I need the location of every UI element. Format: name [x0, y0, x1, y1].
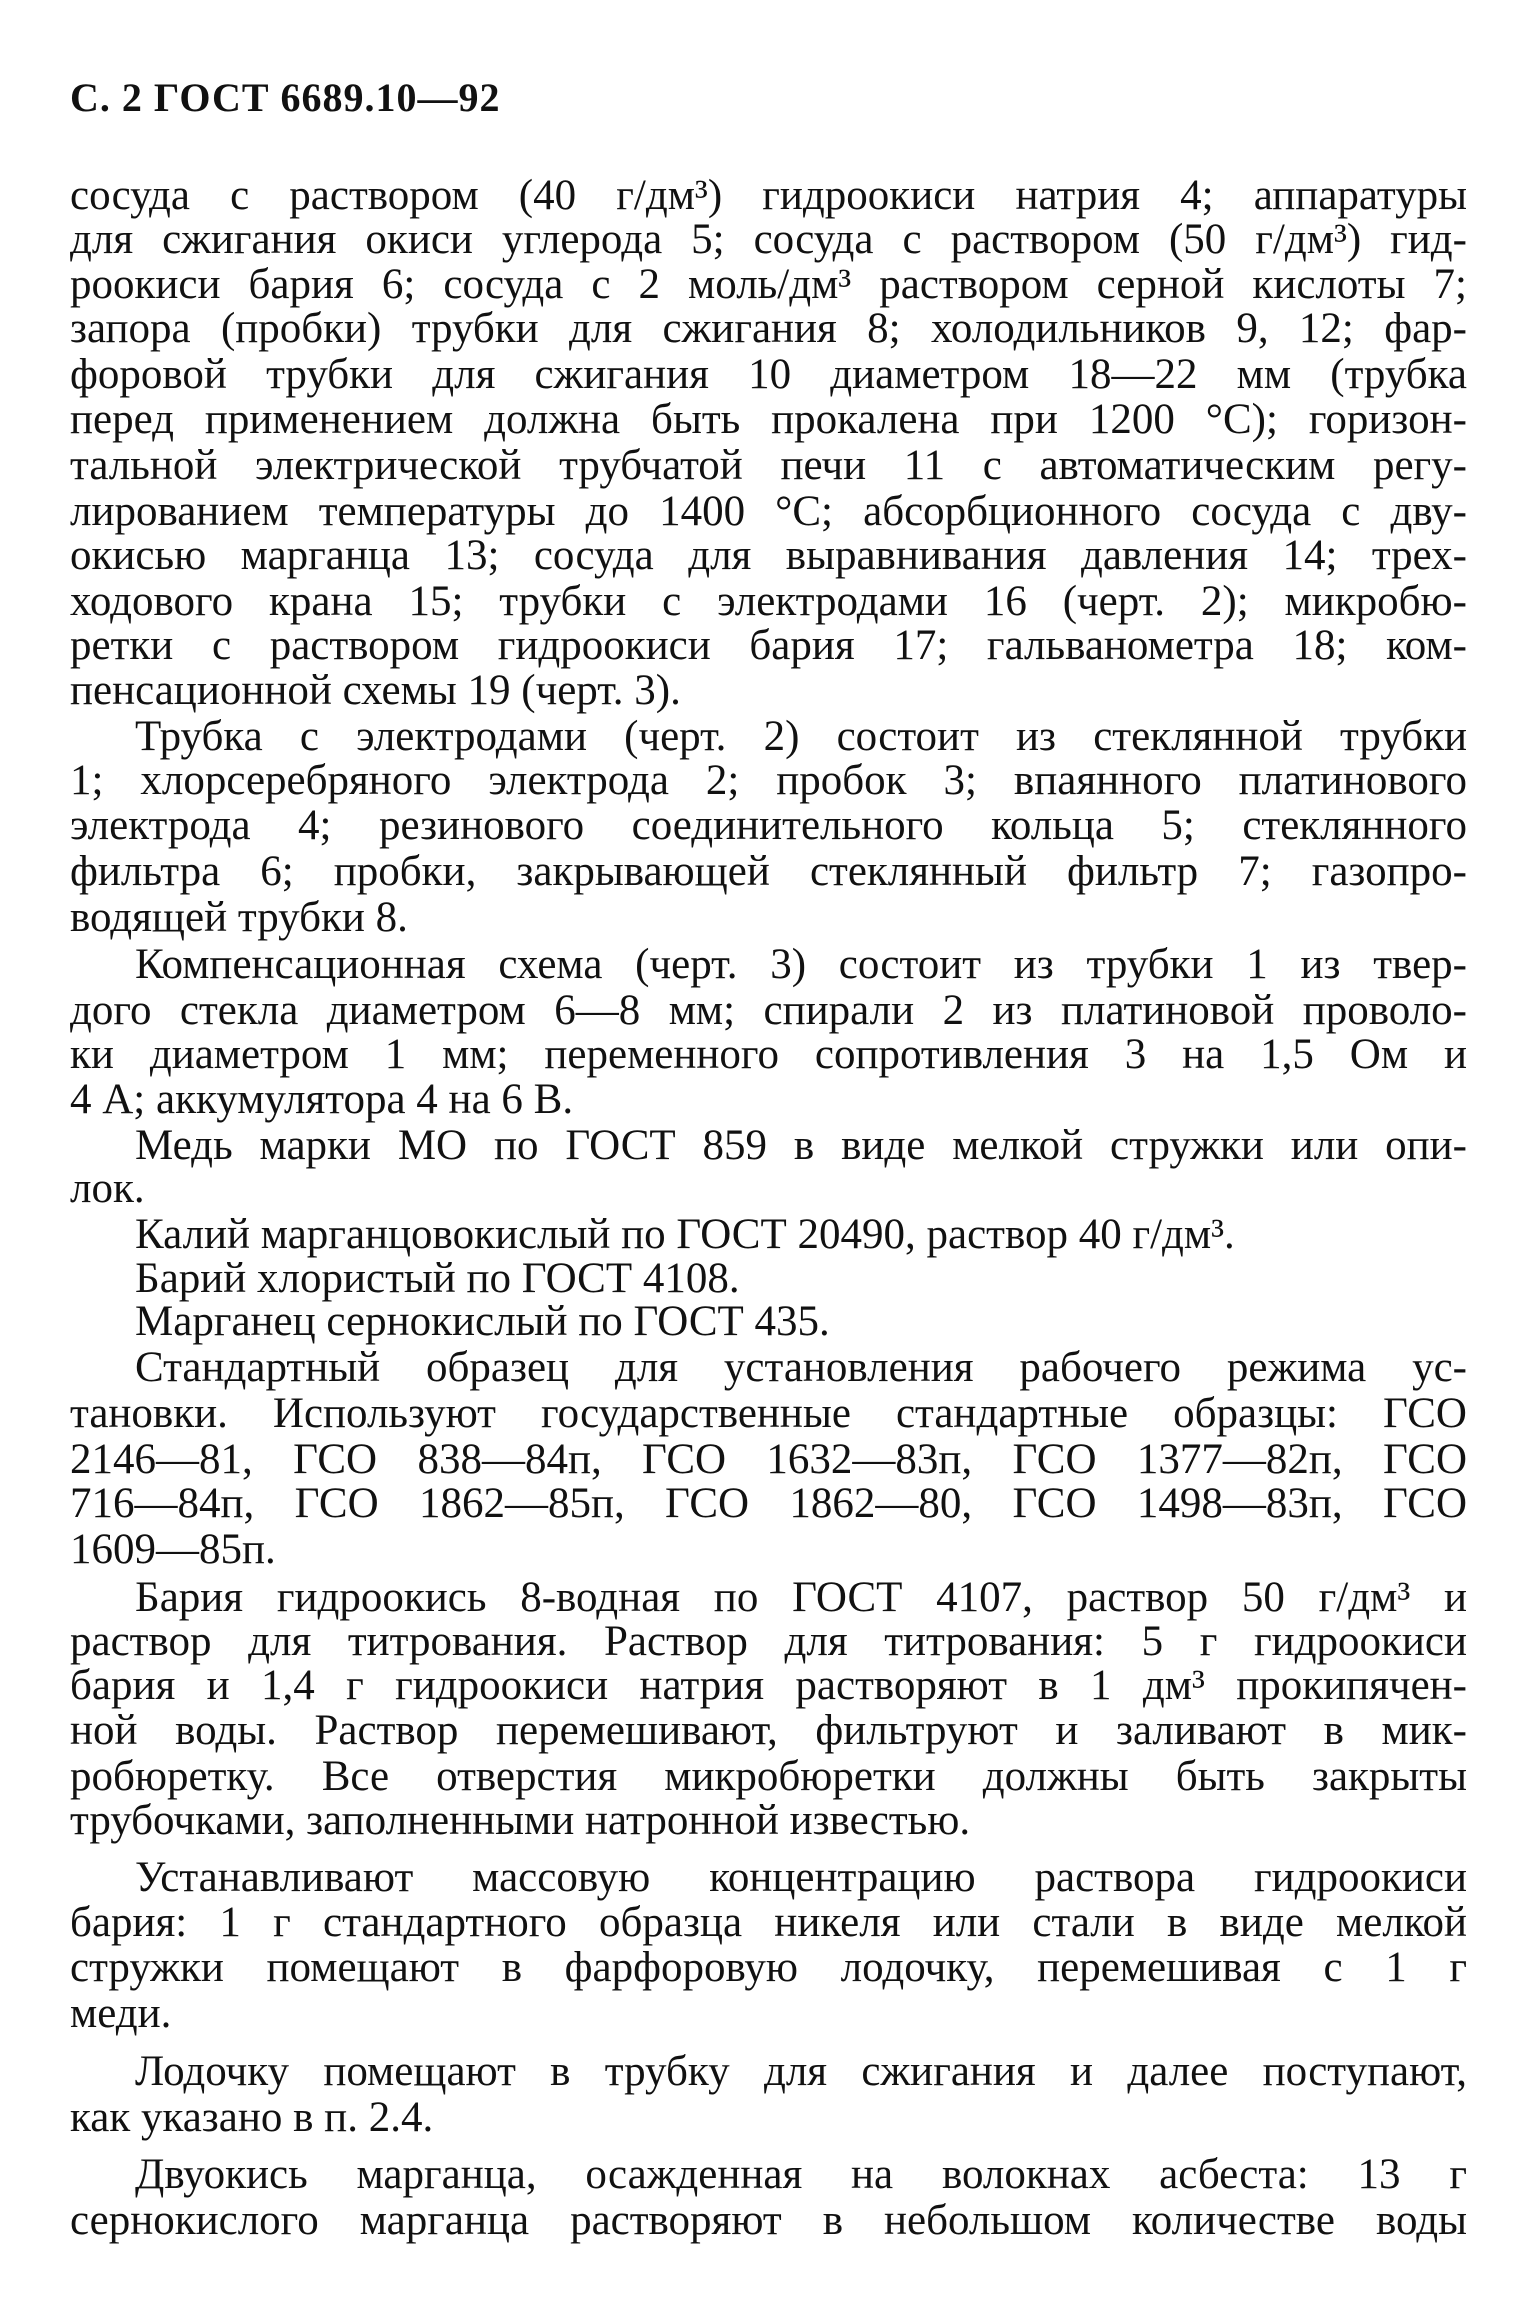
text-line: перед применением должна быть прокалена при 1200 °С); горизон- — [70, 396, 1467, 443]
text-line: запора (пробки) трубки для сжигания 8; холодильников 9, 12; фар- — [70, 305, 1467, 352]
text-line: Калий марганцовокислый по ГОСТ 20490, раствор 40 г/дм³. — [135, 1211, 1235, 1258]
text-line: пенсационной схемы 19 (черт. 3). — [70, 667, 681, 714]
text-line: Барий хлористый по ГОСТ 4108. — [135, 1255, 740, 1302]
text-line: ходового крана 15; трубки с электродами 16 (черт. 2); микробю- — [70, 578, 1467, 625]
text-line: меди. — [70, 1990, 172, 2037]
text-line: сернокислого марганца растворяют в небольшом количестве воды — [70, 2197, 1467, 2244]
text-line: бария и 1,4 г гидроокиси натрия растворяют в 1 дм³ прокипячен- — [70, 1662, 1467, 1709]
text-line: стружки помещают в фарфоровую лодочку, перемешивая с 1 г — [70, 1944, 1467, 1991]
text-line: 716—84п, ГСО 1862—85п, ГСО 1862—80, ГСО 1498—83п, ГСО — [70, 1480, 1467, 1527]
text-line: Медь марки МО по ГОСТ 859 в виде мелкой стружки или опи- — [135, 1122, 1467, 1169]
text-line: тальной электрической трубчатой печи 11 с автоматическим регу- — [70, 442, 1467, 489]
text-line: форовой трубки для сжигания 10 диаметром 18—22 мм (трубка — [70, 351, 1467, 398]
text-line: электрода 4; резинового соединительного кольца 5; стеклянного — [70, 802, 1467, 849]
text-line: для сжигания окиси углерода 5; сосуда с раствором (50 г/дм³) гид- — [70, 216, 1467, 263]
text-line: Стандартный образец для установления рабочего режима ус- — [135, 1344, 1467, 1391]
text-line: лок. — [70, 1165, 145, 1212]
text-line: фильтра 6; пробки, закрывающей стеклянный фильтр 7; газопро- — [70, 848, 1467, 895]
text-line: Лодочку помещают в трубку для сжигания и далее поступают, — [135, 2048, 1467, 2095]
text-line: тановки. Используют государственные стандартные образцы: ГСО — [70, 1390, 1467, 1437]
text-line: Трубка с электродами (черт. 2) состоит из стеклянной трубки — [135, 713, 1467, 760]
text-line: как указано в п. 2.4. — [70, 2094, 434, 2141]
text-line: Бария гидроокись 8-водная по ГОСТ 4107, раствор 50 г/дм³ и — [135, 1574, 1467, 1621]
text-line: 1609—85п. — [70, 1526, 276, 1573]
text-line: 1; хлорсеребряного электрода 2; пробок 3; впаянного платинового — [70, 757, 1467, 804]
text-line: Двуокись марганца, осажденная на волокнах асбеста: 13 г — [135, 2151, 1467, 2198]
page-header: С. 2 ГОСТ 6689.10—92 — [70, 75, 501, 120]
text-line: бария: 1 г стандартного образца никеля или стали в виде мелкой — [70, 1899, 1467, 1946]
text-line: 4 А; аккумулятора 4 на 6 В. — [70, 1076, 574, 1123]
text-line: сосуда с раствором (40 г/дм³) гидроокиси натрия 4; аппаратуры — [70, 172, 1467, 219]
text-line: дого стекла диаметром 6—8 мм; спирали 2 из платиновой проволо- — [70, 987, 1467, 1034]
text-line: водящей трубки 8. — [70, 894, 408, 941]
text-line: лированием температуры до 1400 °С; абсорбционного сосуда с дву- — [70, 488, 1467, 535]
text-line: ки диаметром 1 мм; переменного сопротивления 3 на 1,5 Ом и — [70, 1031, 1467, 1078]
text-line: 2146—81, ГСО 838—84п, ГСО 1632—83п, ГСО 1377—82п, ГСО — [70, 1436, 1467, 1483]
text-line: ретки с раствором гидроокиси бария 17; гальванометра 18; ком- — [70, 622, 1467, 669]
text-line: Компенсационная схема (черт. 3) состоит из трубки 1 из твер- — [135, 941, 1467, 988]
text-line: Марганец сернокислый по ГОСТ 435. — [135, 1298, 830, 1345]
text-line: трубочками, заполненными натронной известью. — [70, 1797, 971, 1844]
text-line: Устанавливают массовую концентрацию раствора гидроокиси — [135, 1854, 1467, 1901]
text-line: окисью марганца 13; сосуда для выравнивания давления 14; трех- — [70, 532, 1467, 579]
text-line: робюретку. Все отверстия микробюретки должны быть закрыты — [70, 1753, 1467, 1800]
text-line: ной воды. Раствор перемешивают, фильтруют и заливают в мик- — [70, 1707, 1467, 1754]
text-line: роокиси бария 6; сосуда с 2 моль/дм³ раствором серной кислоты 7; — [70, 261, 1467, 308]
text-line: раствор для титрования. Раствор для титрования: 5 г гидроокиси — [70, 1618, 1467, 1665]
